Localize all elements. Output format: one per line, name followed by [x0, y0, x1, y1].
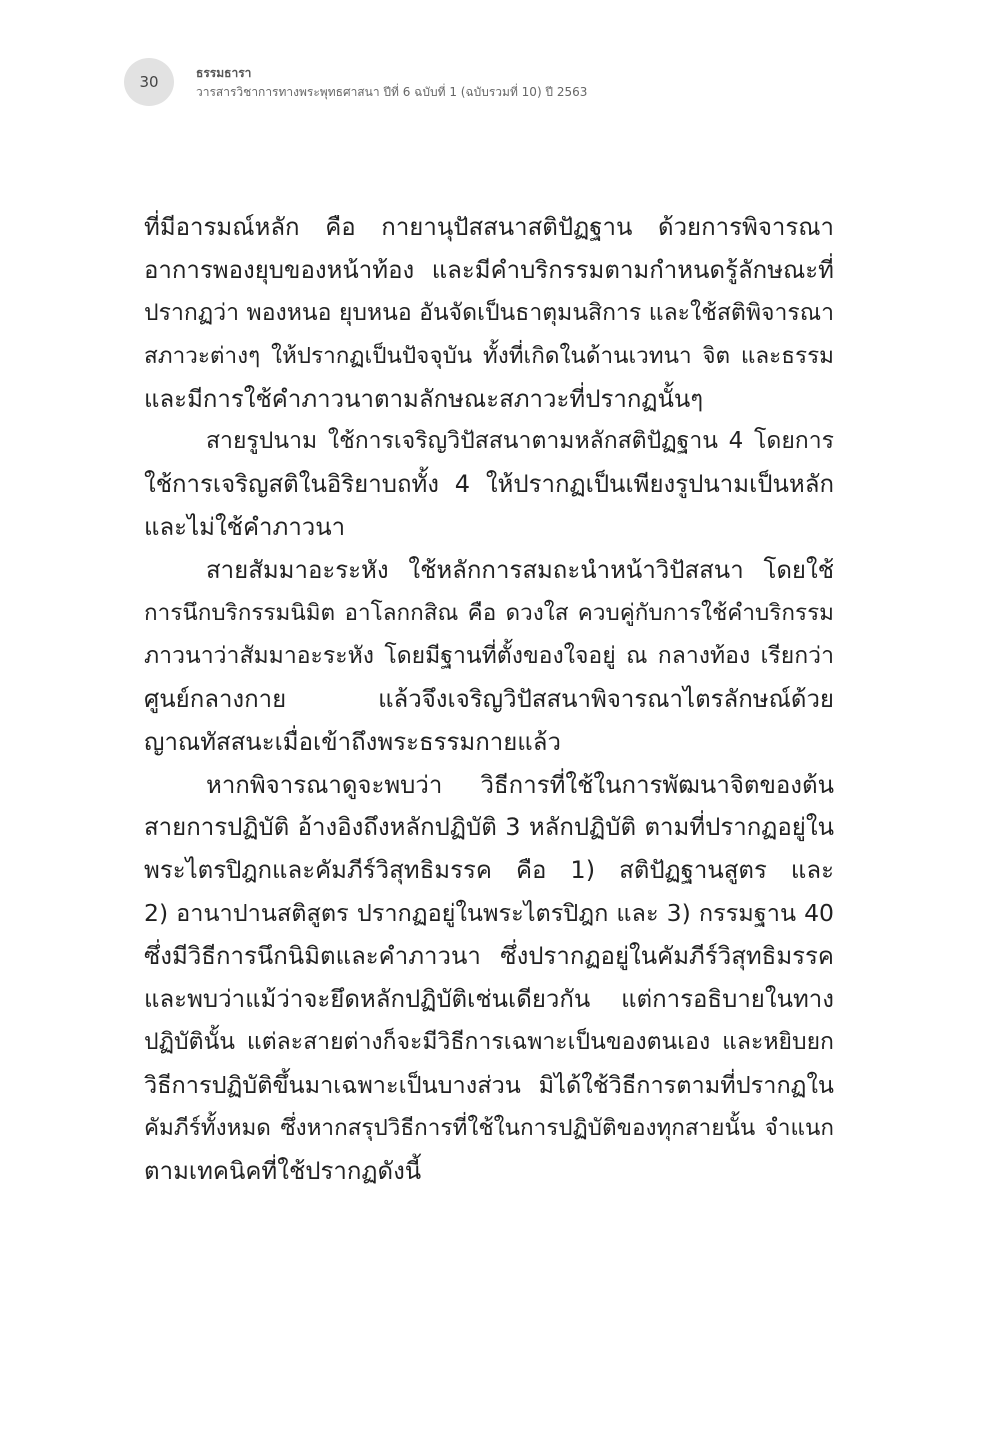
body-line: วิธีการปฏิบัติขึ้นมาเฉพาะเป็นบางส่วน มิได้ใช้วิธีการตามที่ปรากฏใน	[144, 1070, 834, 1099]
body-line: สายสัมมาอะระหัง ใช้หลักการสมถะนำหน้าวิปัสสนา โดยใช้	[206, 556, 834, 585]
page-number-badge	[124, 58, 174, 106]
body-line: ภาวนาว่าสัมมาอะระหัง โดยมีฐานที่ตั้งของใจอยู่ ณ กลางท้อง เรียกว่า	[144, 642, 834, 669]
body-line: และมีการใช้คำภาวนาตามลักษณะสภาวะที่ปรากฏนั้นๆ	[144, 384, 704, 413]
journal-issue: วารสารวิชาการทางพระพุทธศาสนา ปีที่ 6 ฉบับที่ 1 (ฉบับรวมที่ 10) ปี 2563	[196, 85, 588, 99]
body-line: ตามเทคนิคที่ใช้ปรากฏดังนี้	[144, 1156, 422, 1185]
body-line: ปรากฏว่า พองหนอ ยุบหนอ อันจัดเป็นธาตุมนสิการ และใช้สติพิจารณา	[144, 299, 834, 326]
body-line: ญาณทัสสนะเมื่อเข้าถึงพระธรรมกายแล้ว	[144, 727, 561, 756]
page-header	[124, 56, 884, 106]
body-line: และไม่ใช้คำภาวนา	[144, 513, 346, 542]
body-line: ที่มีอารมณ์หลัก คือ กายานุปัสสนาสติปัฏฐาน ด้วยการพิจารณา	[144, 213, 834, 241]
body-line: และพบว่าแม้ว่าจะยึดหลักปฏิบัติเช่นเดียวกัน แต่การอธิบายในทาง	[144, 985, 834, 1014]
body-line: ใช้การเจริญสติในอิริยาบถทั้ง 4 ให้ปรากฏเป็นเพียงรูปนามเป็นหลัก	[144, 470, 834, 499]
body-text	[144, 206, 834, 1192]
body-line: 2) อานาปานสติสูตร ปรากฏอยู่ในพระไตรปิฎก และ 3) กรรมฐาน 40	[144, 899, 834, 928]
body-line: หากพิจารณาดูจะพบว่า วิธีการที่ใช้ในการพัฒนาจิตของต้น	[206, 770, 834, 799]
body-line: ปฏิบัตินั้น แต่ละสายต่างก็จะมีวิธีการเฉพาะเป็นของตนเอง และหยิบยก	[144, 1028, 834, 1055]
body-line: ซึ่งมีวิธีการนึกนิมิตและคำภาวนา ซึ่งปรากฏอยู่ในคัมภีร์วิสุทธิมรรค	[144, 942, 834, 971]
body-line: พระไตรปิฎกและคัมภีร์วิสุทธิมรรค คือ 1) สติปัฏฐานสูตร และ	[144, 856, 834, 885]
body-line: สภาวะต่างๆ ให้ปรากฏเป็นปัจจุบัน ทั้งที่เกิดในด้านเวทนา จิต และธรรม	[144, 342, 834, 369]
journal-name: ธรรมธารา	[196, 66, 252, 80]
body-line: คัมภีร์ทั้งหมด ซึ่งหากสรุปวิธีการที่ใช้ในการปฏิบัติของทุกสายนั้น จำแนก	[144, 1114, 834, 1141]
page-number: 30	[139, 73, 159, 91]
body-line: อาการพองยุบของหน้าท้อง และมีคำบริกรรมตามกำหนดรู้ลักษณะที่	[144, 255, 834, 284]
body-line: สายรูปนาม ใช้การเจริญวิปัสสนาตามหลักสติปัฏฐาน 4 โดยการ	[206, 428, 834, 455]
body-line: ศูนย์กลางกาย แล้วจึงเจริญวิปัสสนาพิจารณาไตรลักษณ์ด้วย	[144, 684, 834, 713]
body-line: สายการปฏิบัติ อ้างอิงถึงหลักปฏิบัติ 3 หลักปฏิบัติ ตามที่ปรากฏอยู่ใน	[144, 813, 834, 842]
body-line: การนึกบริกรรมนิมิต อาโลกกสิณ คือ ดวงใส ควบคู่กับการใช้คำบริกรรม	[144, 600, 834, 627]
